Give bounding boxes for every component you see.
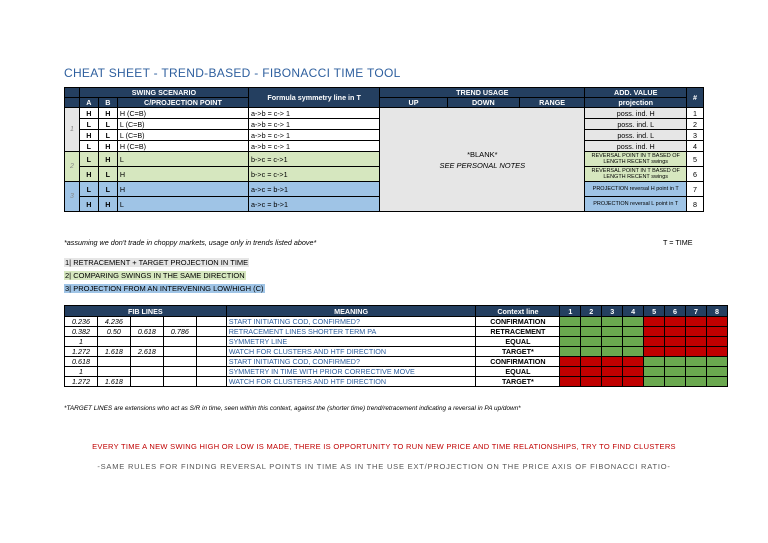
cell-formula: a->b = c-> 1: [249, 108, 380, 119]
fib-value-cell: 1.272: [65, 347, 98, 357]
cell-number: 6: [686, 167, 703, 182]
meaning-cell: WATCH FOR CLUSTERS AND HTF DIRECTION: [226, 347, 476, 357]
fib-lines-table: [64, 305, 728, 387]
scenario-col-header: 8: [706, 306, 727, 317]
applies-cell: [560, 327, 581, 337]
not-applies-cell: [581, 377, 602, 387]
context-header: Context line: [476, 306, 560, 317]
fib-value-cell: 0.618: [65, 357, 98, 367]
fib-value-cell: 0.50: [97, 327, 130, 337]
not-applies-cell: [581, 367, 602, 377]
applies-cell: [623, 337, 644, 347]
page-title: CHEAT SHEET - TREND-BASED - FIBONACCI TIME TOOL: [64, 66, 401, 80]
range-header: RANGE: [519, 98, 585, 108]
not-applies-cell: [665, 327, 686, 337]
fib-value-cell: 2.618: [130, 347, 163, 357]
fib-row: [65, 367, 728, 377]
fib-value-cell: 0.618: [130, 327, 163, 337]
fib-value-cell: [97, 367, 130, 377]
cell-formula: a->c = b->1: [249, 182, 380, 197]
meaning-cell: RETRACEMENT LINES SHORTER TERM PA: [226, 327, 476, 337]
fib-value-cell: 1: [65, 337, 98, 347]
applies-cell: [623, 317, 644, 327]
not-applies-cell: [623, 367, 644, 377]
fib-value-cell: 4.236: [97, 317, 130, 327]
fib-value-cell: 0.236: [65, 317, 98, 327]
applies-cell: [581, 347, 602, 357]
meaning-header: MEANING: [226, 306, 476, 317]
cell-value: REVERSAL POINT IN T BASED OF LENGTH RECENT swings: [585, 167, 687, 182]
cell-a: L: [79, 182, 98, 197]
not-applies-cell: [644, 317, 665, 327]
not-applies-cell: [644, 347, 665, 357]
add-value-header: ADD. VALUE: [585, 88, 687, 98]
cell-a: H: [79, 167, 98, 182]
fib-row: [65, 337, 728, 347]
not-applies-cell: [706, 317, 727, 327]
scenario-col-header: 4: [623, 306, 644, 317]
fib-value-cell: [163, 357, 196, 367]
applies-cell: [623, 347, 644, 357]
applies-cell: [602, 327, 623, 337]
legend-item-2: 2| COMPARING SWINGS IN THE SAME DIRECTION: [65, 271, 245, 280]
applies-cell: [685, 377, 706, 387]
scenario-col-header: 2: [581, 306, 602, 317]
col-b-header: B: [98, 98, 117, 108]
not-applies-cell: [602, 377, 623, 387]
fib-value-cell: 0.382: [65, 327, 98, 337]
cell-c: L (C=B): [117, 130, 248, 141]
cell-c: H (C=B): [117, 141, 248, 152]
cell-value: PROJECTION reversal H point in T: [585, 182, 687, 197]
not-applies-cell: [685, 347, 706, 357]
applies-cell: [706, 367, 727, 377]
applies-cell: [644, 357, 665, 367]
applies-cell: [665, 357, 686, 367]
not-applies-cell: [706, 337, 727, 347]
not-applies-cell: [706, 347, 727, 357]
cell-a: L: [79, 141, 98, 152]
cell-formula: a->b = c-> 1: [249, 141, 380, 152]
fib-row: [65, 377, 728, 387]
not-applies-cell: [602, 367, 623, 377]
cell-number: 8: [686, 197, 703, 212]
context-cell: EQUAL: [476, 367, 560, 377]
fib-value-cell: [163, 347, 196, 357]
applies-cell: [602, 337, 623, 347]
fib-value-cell: [196, 347, 226, 357]
cell-value: poss. ind. H: [585, 108, 687, 119]
fib-value-cell: [196, 317, 226, 327]
context-cell: CONFIRMATION: [476, 357, 560, 367]
fib-value-cell: [97, 337, 130, 347]
cell-number: 4: [686, 141, 703, 152]
cell-b: H: [98, 152, 117, 167]
fib-row: [65, 327, 728, 337]
applies-cell: [581, 317, 602, 327]
legend-item-3: 3| PROJECTION FROM AN INTERVENING LOW/HIGH (C): [65, 284, 264, 293]
cell-value: PROJECTION reversal L point in T: [585, 197, 687, 212]
cell-formula: b->c = c->1: [249, 152, 380, 167]
meaning-cell: START INITIATING COD, CONFIRMED?: [226, 317, 476, 327]
col-c-header: C/PROJECTION POINT: [117, 98, 248, 108]
cell-b: L: [98, 119, 117, 130]
fib-value-cell: [163, 367, 196, 377]
cell-number: 5: [686, 152, 703, 167]
fib-value-cell: [196, 377, 226, 387]
cell-b: H: [98, 108, 117, 119]
cell-c: H: [117, 182, 248, 197]
applies-cell: [706, 357, 727, 367]
cell-formula: b->c = c->1: [249, 167, 380, 182]
fib-row: [65, 347, 728, 357]
cell-c: H (C=B): [117, 108, 248, 119]
applies-cell: [560, 347, 581, 357]
fib-value-cell: [163, 317, 196, 327]
cell-a: L: [79, 152, 98, 167]
cell-c: H: [117, 167, 248, 182]
applies-cell: [602, 347, 623, 357]
not-applies-cell: [665, 337, 686, 347]
fib-value-cell: [130, 357, 163, 367]
cell-value: poss. ind. L: [585, 130, 687, 141]
not-applies-cell: [685, 317, 706, 327]
meaning-cell: SYMMETRY IN TIME WITH PRIOR CORRECTIVE MOVE: [226, 367, 476, 377]
cell-value: poss. ind. L: [585, 119, 687, 130]
fib-value-cell: [196, 327, 226, 337]
cell-b: H: [98, 197, 117, 212]
time-legend: T = TIME: [663, 238, 693, 247]
legend-item-1: 1| RETRACEMENT + TARGET PROJECTION IN TIME: [65, 258, 249, 267]
not-applies-cell: [706, 327, 727, 337]
applies-cell: [685, 367, 706, 377]
number-header: #: [686, 88, 703, 108]
cell-b: H: [98, 141, 117, 152]
scenario-col-header: 7: [685, 306, 706, 317]
cell-c: L (C=B): [117, 119, 248, 130]
not-applies-cell: [685, 337, 706, 347]
fib-row: [65, 317, 728, 327]
down-header: DOWN: [447, 98, 519, 108]
fib-value-cell: 1.618: [97, 377, 130, 387]
cell-a: H: [79, 108, 98, 119]
fib-value-cell: 0.786: [163, 327, 196, 337]
context-cell: RETRACEMENT: [476, 327, 560, 337]
fib-value-cell: [196, 367, 226, 377]
not-applies-cell: [623, 357, 644, 367]
col-a-header: A: [79, 98, 98, 108]
fib-value-cell: [130, 377, 163, 387]
context-cell: CONFIRMATION: [476, 317, 560, 327]
fib-value-cell: 1: [65, 367, 98, 377]
applies-cell: [581, 327, 602, 337]
fib-value-cell: [130, 317, 163, 327]
not-applies-cell: [623, 377, 644, 387]
fib-value-cell: 1.618: [97, 347, 130, 357]
trend-usage-blank: [380, 108, 585, 212]
applies-cell: [560, 317, 581, 327]
applies-cell: [665, 367, 686, 377]
clusters-note: EVERY TIME A NEW SWING HIGH OR LOW IS MADE, THERE IS OPPORTUNITY TO RUN NEW PRICE AND TIME RELATIONSHIPS, TRY TO FIND CLUSTERS: [92, 442, 676, 451]
not-applies-cell: [685, 327, 706, 337]
applies-cell: [581, 337, 602, 347]
scenario-col-header: 5: [644, 306, 665, 317]
applies-cell: [665, 377, 686, 387]
cell-value: REVERSAL POINT IN T BASED OF LENGTH RECENT swings: [585, 152, 687, 167]
up-header: UP: [380, 98, 448, 108]
not-applies-cell: [581, 357, 602, 367]
fib-value-cell: 1.272: [65, 377, 98, 387]
applies-cell: [706, 377, 727, 387]
cell-a: L: [79, 119, 98, 130]
not-applies-cell: [560, 367, 581, 377]
see-notes-label: SEE PERSONAL NOTES: [439, 160, 526, 170]
applies-cell: [685, 357, 706, 367]
fib-lines-header: FIB LINES: [65, 306, 227, 317]
not-applies-cell: [560, 377, 581, 387]
fib-value-cell: [163, 337, 196, 347]
not-applies-cell: [602, 357, 623, 367]
fib-row: [65, 357, 728, 367]
projection-header: projection: [585, 98, 687, 108]
context-cell: EQUAL: [476, 337, 560, 347]
assumption-note: *assuming we don't trade in choppy markets, usage only in trends listed above*: [64, 238, 317, 247]
same-rules-note: -SAME RULES FOR FINDING REVERSAL POINTS IN TIME AS IN THE USE EXT/PROJECTION ON THE PRICE AXIS OF FIBONACCI RATIO-: [97, 462, 671, 471]
cell-a: H: [79, 130, 98, 141]
applies-cell: [602, 317, 623, 327]
fib-value-cell: [196, 337, 226, 347]
group-label-3: 3: [65, 182, 80, 212]
cell-formula: a->b = c-> 1: [249, 119, 380, 130]
cell-a: H: [79, 197, 98, 212]
cell-b: L: [98, 130, 117, 141]
context-cell: TARGET*: [476, 377, 560, 387]
scenario-col-header: 3: [602, 306, 623, 317]
swing-scenario-table: [64, 87, 704, 212]
not-applies-cell: [665, 347, 686, 357]
cell-c: L: [117, 152, 248, 167]
not-applies-cell: [560, 357, 581, 367]
target-note: *TARGET LINES are extensions who act as S/R in time, seen within this context, against the (shorter time) trend/retracement indicating a reversal in PA up/down*: [64, 405, 521, 412]
cell-number: 2: [686, 119, 703, 130]
cell-value: poss. ind. H: [585, 141, 687, 152]
scenario-col-header: 1: [560, 306, 581, 317]
cell-c: L: [117, 197, 248, 212]
fib-value-cell: [130, 367, 163, 377]
cell-formula: a->c = b->1: [249, 197, 380, 212]
fib-table-body: [65, 317, 728, 387]
scenario-col-header: 6: [665, 306, 686, 317]
formula-header: Formula symmetry line in T: [249, 88, 380, 108]
swing-scenario-header: SWING SCENARIO: [79, 88, 248, 98]
cell-formula: a->b = c-> 1: [249, 130, 380, 141]
blank-label: *BLANK*: [467, 149, 498, 159]
fib-value-cell: [163, 377, 196, 387]
meaning-cell: SYMMETRY LINE: [226, 337, 476, 347]
meaning-cell: START INITIATING COD, CONFIRMED?: [226, 357, 476, 367]
fib-value-cell: [130, 337, 163, 347]
applies-cell: [644, 367, 665, 377]
meaning-cell: WATCH FOR CLUSTERS AND HTF DIRECTION: [226, 377, 476, 387]
not-applies-cell: [644, 327, 665, 337]
group-label-2: 2: [65, 152, 80, 182]
cell-b: L: [98, 182, 117, 197]
cell-b: L: [98, 167, 117, 182]
group-label-1: 1: [65, 108, 80, 152]
applies-cell: [644, 377, 665, 387]
cell-number: 7: [686, 182, 703, 197]
fib-value-cell: [196, 357, 226, 367]
fib-value-cell: [97, 357, 130, 367]
cell-number: 3: [686, 130, 703, 141]
applies-cell: [560, 337, 581, 347]
not-applies-cell: [665, 317, 686, 327]
context-cell: TARGET*: [476, 347, 560, 357]
not-applies-cell: [644, 337, 665, 347]
trend-usage-header: TREND USAGE: [380, 88, 585, 98]
applies-cell: [623, 327, 644, 337]
cell-number: 1: [686, 108, 703, 119]
